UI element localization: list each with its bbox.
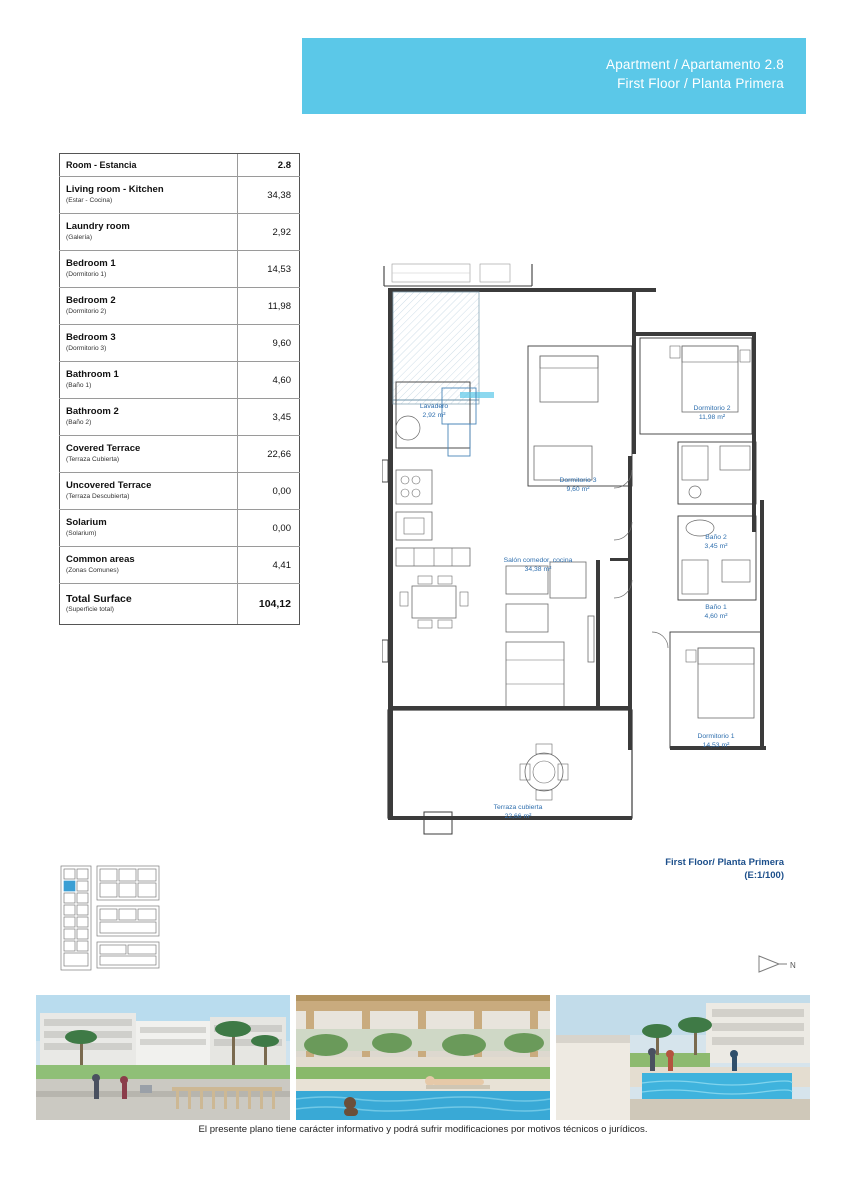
disclaimer-text: El presente plano tiene carácter informativo y podrá sufrir modificaciones por motivos técnicos o jurídicos.	[198, 1124, 648, 1135]
total-label-es: (Superficie total)	[66, 605, 115, 613]
room-name-en: Bedroom 1	[66, 257, 116, 269]
room-name-en: Bathroom 1	[66, 368, 119, 380]
table-row	[60, 399, 300, 436]
room-name-en: Covered Terrace	[66, 442, 141, 454]
plan-label-bath2: Baño 2	[705, 534, 727, 541]
room-name-es: (Dormitorio 3)	[66, 344, 107, 352]
room-area-value: 4,41	[237, 547, 299, 583]
table-total-row	[60, 584, 300, 625]
plan-label-bedroom1-area: 14,53 m²	[702, 742, 730, 749]
table-row	[60, 288, 300, 325]
plan-label-living: Salón comedor, cocina	[503, 557, 573, 564]
total-label-en: Total Surface	[66, 592, 132, 605]
room-area-value: 0,00	[237, 510, 299, 546]
plan-label-laundry-area: 2,92 m²	[422, 412, 446, 419]
room-name-es: (Galería)	[66, 233, 93, 241]
plan-caption	[665, 856, 784, 882]
room-name-es: (Solarium)	[66, 529, 97, 537]
room-name-en: Solarium	[66, 516, 107, 528]
plan-label-bedroom2-area: 11,98 m²	[698, 414, 726, 421]
room-name-es: (Zonas Comunes)	[66, 566, 119, 574]
plan-label-bath2-area: 3,45 m²	[704, 543, 728, 550]
table-row	[60, 177, 300, 214]
plan-label-bath1: Baño 1	[705, 604, 727, 611]
header-title-line2: First Floor / Planta Primera	[617, 76, 784, 91]
plan-label-bedroom3: Dormitorio 3	[559, 477, 597, 484]
room-name-en: Laundry room	[66, 220, 130, 232]
table-row	[60, 251, 300, 288]
room-name-en: Uncovered Terrace	[66, 479, 152, 491]
plan-label-terrace: Terraza cubierta	[493, 804, 543, 811]
plan-label-bedroom3-area: 9,60 m²	[566, 486, 590, 493]
north-label: N	[790, 961, 796, 970]
room-name-es: (Baño 2)	[66, 418, 92, 426]
table-row	[60, 214, 300, 251]
room-name-en: Bedroom 3	[66, 331, 116, 343]
plan-label-living-area: 34,38 m²	[524, 566, 552, 573]
table-row	[60, 510, 300, 547]
total-area-value: 104,12	[237, 584, 299, 624]
room-area-value: 0,00	[237, 473, 299, 509]
plan-caption-line2: (E:1/100)	[744, 870, 784, 881]
photo-strip	[36, 995, 810, 1120]
room-name-es: (Baño 1)	[66, 381, 92, 389]
table-header-label: Room - Estancia	[66, 159, 137, 170]
surfaces-table	[59, 153, 300, 625]
plan-label-bedroom2: Dormitorio 2	[693, 405, 731, 412]
table-row	[60, 473, 300, 510]
table-row	[60, 436, 300, 473]
room-name-en: Bedroom 2	[66, 294, 116, 306]
room-name-en: Common areas	[66, 553, 135, 565]
room-area-value: 4,60	[237, 362, 299, 398]
room-name-es: (Estar - Cocina)	[66, 196, 113, 204]
north-arrow-icon	[757, 952, 799, 978]
floor-plan	[382, 260, 776, 835]
room-name-en: Bathroom 2	[66, 405, 119, 417]
plan-caption-line1: First Floor/ Planta Primera	[665, 857, 784, 868]
table-header-value: 2.8	[237, 154, 299, 176]
plan-label-bedroom1: Dormitorio 1	[697, 733, 735, 740]
room-area-value: 9,60	[237, 325, 299, 361]
photo-rooftop-pool	[556, 995, 810, 1120]
room-name-es: (Dormitorio 2)	[66, 307, 107, 315]
table-row	[60, 362, 300, 399]
room-area-value: 11,98	[237, 288, 299, 324]
room-name-es: (Terraza Cubierta)	[66, 455, 120, 463]
key-plan	[59, 862, 169, 972]
room-area-value: 14,53	[237, 251, 299, 287]
table-header-row	[60, 154, 300, 177]
photo-exterior-street	[36, 995, 290, 1120]
room-area-value: 3,45	[237, 399, 299, 435]
room-name-en: Living room - Kitchen	[66, 183, 164, 195]
table-row	[60, 547, 300, 584]
plan-label-bath1-area: 4,60 m²	[704, 613, 728, 620]
table-row	[60, 325, 300, 362]
plan-label-terrace-area: 22,66 m²	[504, 813, 532, 820]
room-area-value: 22,66	[237, 436, 299, 472]
room-name-es: (Dormitorio 1)	[66, 270, 107, 278]
header-title-line1: Apartment / Apartamento 2.8	[606, 57, 784, 72]
plan-label-laundry: Lavadero	[419, 403, 449, 410]
room-name-es: (Terraza Descubierta)	[66, 492, 130, 500]
room-area-value: 2,92	[237, 214, 299, 250]
room-area-value: 34,38	[237, 177, 299, 213]
header-banner	[302, 38, 806, 114]
photo-pool-pergola	[296, 995, 550, 1120]
